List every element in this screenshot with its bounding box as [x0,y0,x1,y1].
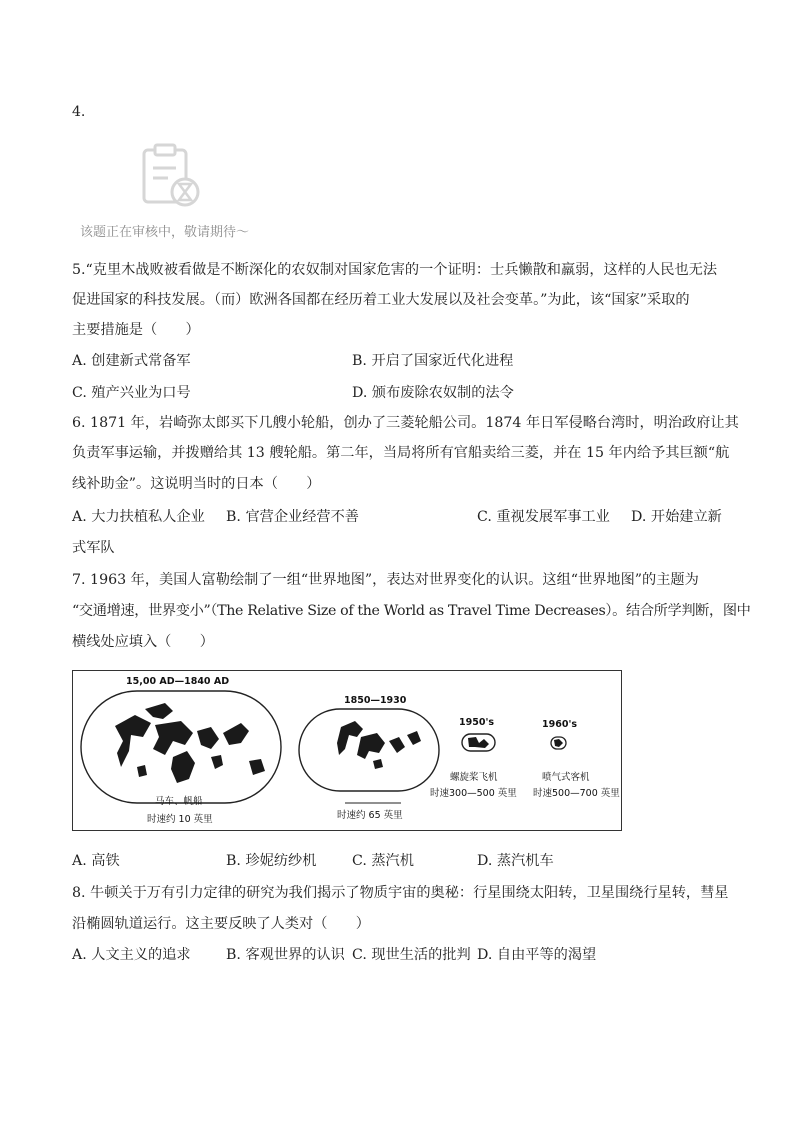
q8-option-c: C. 现世生活的批判 [352,947,471,963]
map3-speed: 时速300—500 英里 [430,788,517,799]
q8-stem-line: 沿椭圆轨道运行。这主要反映了人类对（ ） [72,916,370,932]
q7-option-a: A. 高铁 [72,853,120,869]
q5-stem-line: 主要措施是（ ） [72,322,200,338]
q6-option-a: A. 大力扶植私人企业 [72,509,205,525]
q6-option-d-continued: 式军队 [72,540,115,556]
q8-option-a: A. 人文主义的追求 [72,947,191,963]
map1-period: 15,00 AD—1840 AD [126,676,230,687]
q5-option-d: D. 颁布废除农奴制的法令 [352,385,514,401]
q5-option-b: B. 开启了国家近代化进程 [352,353,514,369]
map4-period: 1960's [542,719,578,730]
map4-speed: 时速500—700 英里 [533,788,620,799]
map2-period: 1850—1930 [344,695,407,706]
clipboard-hourglass-icon [138,142,208,212]
q5-option-a: A. 创建新式常备军 [72,353,191,369]
q8-option-d: D. 自由平等的渴望 [477,947,597,963]
q6-stem-line: 负责军事运输，并拨赠给其 13 艘轮船。第二年，当局将所有官船卖给三菱，并在 15 年内给予其巨额“航 [72,445,730,461]
q6-stem-line: 6. 1871 年，岩崎弥太郎买下几艘小轮船，创办了三菱轮船公司。1874 年日军侵略台湾时，明治政府让其 [72,415,739,431]
q7-option-c: C. 蒸汽机 [352,853,414,869]
question-4-number: 4. [72,104,86,120]
map1-speed: 时速约 10 英里 [147,814,213,825]
map4-mode: 喷气式客机 [542,772,590,783]
map2-speed: 时速约 65 英里 [337,810,403,821]
q8-option-b: B. 客观世界的认识 [226,947,345,963]
q6-stem-line: 线补助金”。这说明当时的日本（ ） [72,476,321,492]
q7-option-b: B. 珍妮纺纱机 [226,853,317,869]
q5-stem-line: 5.“克里木战败被看做是不断深化的农奴制对国家危害的一个证明：士兵懒散和羸弱，这样的人民也无法 [72,262,718,278]
world-map-figure [72,670,622,831]
q6-option-c: C. 重视发展军事工业 [477,509,610,525]
review-notice: 该题正在审核中，敬请期待～ [80,225,250,240]
map3-period: 1950's [459,717,495,728]
q7-stem-line: 横线处应填入（ ） [72,634,214,650]
map1-mode: 马车、帆船 [155,796,203,807]
q5-stem-line: 促进国家的科技发展。（而）欧洲各国都在经历着工业大发展以及社会变革。”为此，该“国家”采取的 [72,292,690,308]
q8-stem-line: 8. 牛顿关于万有引力定律的研究为我们揭示了物质宇宙的奥秘：行星围绕太阳转，卫星围绕行星转，彗星 [72,885,729,901]
q7-stem-line: “交通增速，世界变小”（The Relative Size of the World as Travel Time Decreases）。结合所学判断，图中 [72,603,751,619]
map3-mode: 螺旋桨飞机 [450,772,498,783]
q5-option-c: C. 殖产兴业为口号 [72,385,191,401]
q6-option-b: B. 官营企业经营不善 [226,509,359,525]
q7-stem-line: 7. 1963 年，美国人富勒绘制了一组“世界地图”，表达对世界变化的认识。这组“世界地图”的主题为 [72,572,699,588]
q7-option-d: D. 蒸汽机车 [477,853,554,869]
q6-option-d: D. 开始建立新 [631,509,722,525]
